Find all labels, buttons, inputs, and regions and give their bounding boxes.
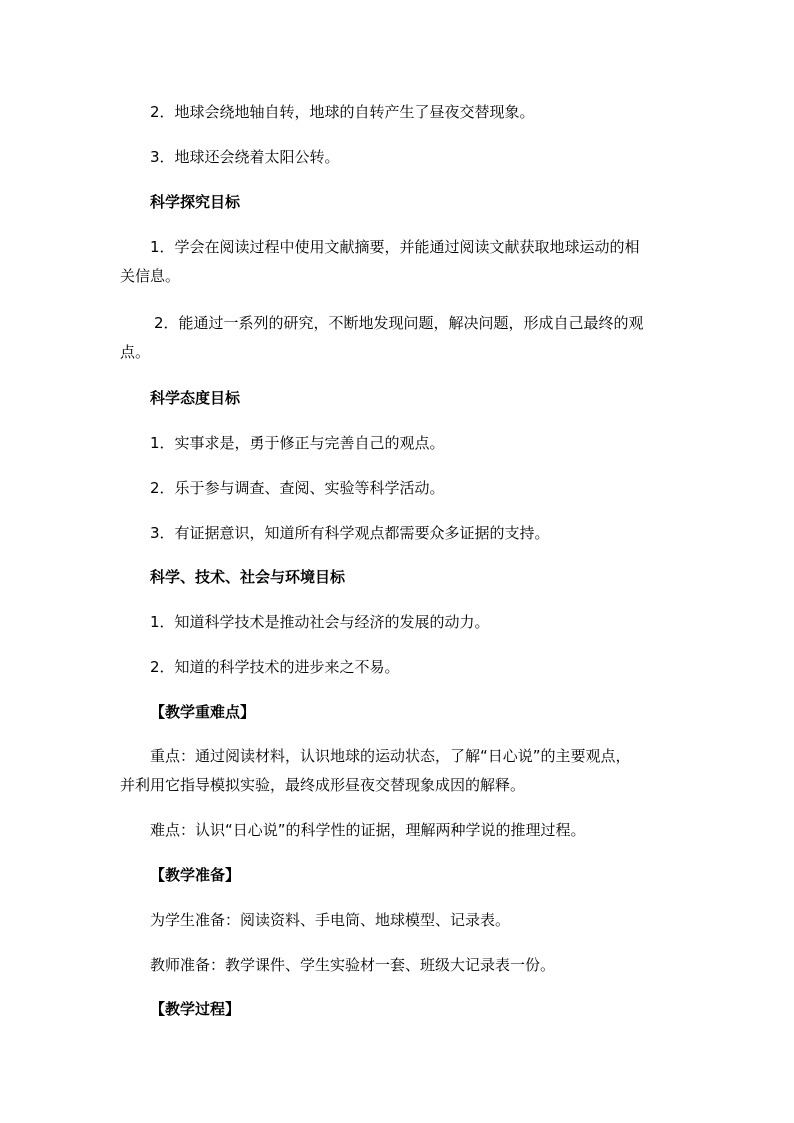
paragraph: 难点：认识“日心说”的科学性的证据，理解两种学说的推理过程。 [150, 821, 586, 839]
paragraph: 2．地球会绕地轴自转，地球的自转产生了昼夜交替现象。 [150, 103, 535, 121]
paragraph: 2．知道的科学技术的进步来之不易。 [150, 658, 400, 676]
section-heading: 【教学准备】 [150, 866, 241, 884]
section-heading: 【教学重难点】 [150, 703, 256, 721]
paragraph: 3．有证据意识，知道所有科学观点都需要众多证据的支持。 [150, 524, 550, 542]
paragraph: 1．实事求是，勇于修正与完善自己的观点。 [150, 434, 445, 452]
paragraph: 3．地球还会绕着太阳公转。 [150, 148, 340, 166]
section-heading: 科学、技术、社会与环境目标 [150, 568, 346, 586]
paragraph: 教师准备：教学课件、学生实验材一套、班级大记录表一份。 [150, 956, 556, 974]
section-heading: 【教学过程】 [150, 1000, 241, 1018]
section-heading: 科学态度目标 [150, 389, 241, 407]
paragraph: 2．乐于参与调查、查阅、实验等科学活动。 [150, 479, 445, 497]
section-heading: 科学探究目标 [150, 193, 241, 211]
paragraph: 为学生准备：阅读资料、手电筒、地球模型、记录表。 [150, 911, 511, 929]
paragraph: 2．能通过一系列的研究，不断地发现问题，解决问题，形成自己最终的观 [154, 314, 644, 332]
paragraph-continuation: 点。 [120, 343, 151, 361]
paragraph: 1．知道科学技术是推动社会与经济的发展的动力。 [150, 613, 490, 631]
paragraph: 1．学会在阅读过程中使用文献摘要，并能通过阅读文献获取地球运动的相 [150, 238, 640, 256]
paragraph-continuation: 关信息。 [120, 267, 181, 285]
paragraph: 重点：通过阅读材料，认识地球的运动状态，了解“日心说”的主要观点， [150, 747, 631, 765]
paragraph-continuation: 并利用它指导模拟实验，最终成形昼夜交替现象成因的解释。 [120, 776, 526, 794]
